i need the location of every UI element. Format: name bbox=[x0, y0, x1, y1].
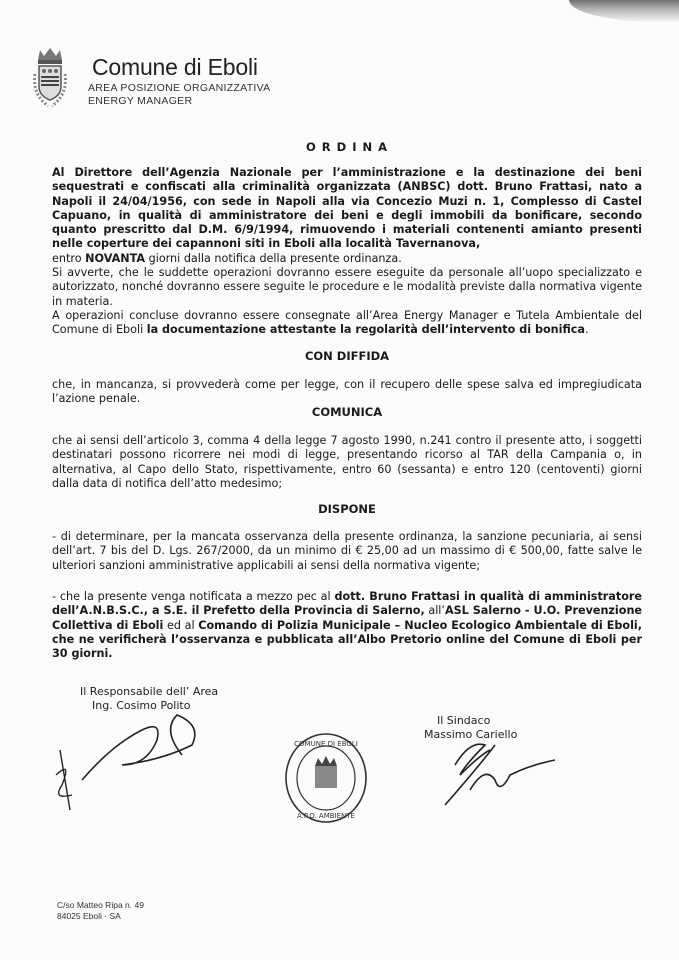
footer-address-line1: C/so Matteo Ripa n. 49 bbox=[57, 900, 144, 910]
dispone-item-sanction: - di determinare, per la mancata osservanza della presente ordinanza, la sanzione pecuniaria, ai sensi dell’art. 7 bis del D. Lgs. 267/2000, da un minimo di € 25,00 ad un massimo di € 500,00, fatte salve le ulteriori sanzioni amministrative applicabili ai sensi della normativa vigente; bbox=[52, 530, 642, 572]
notification-recipient-police: Comando di Polizia Municipale – Nucleo Ecologico Ambientale di Eboli, che ne verificherà l’osservanza e pubblicata all’Albo Pretorio online del Comune di Eboli per 30 giorni. bbox=[52, 618, 642, 661]
ordina-body bbox=[52, 166, 642, 338]
signatory-right-role: Il Sindaco bbox=[437, 714, 491, 727]
dispone-item-notification bbox=[52, 590, 642, 661]
municipality-title: Comune di Eboli bbox=[92, 54, 258, 80]
signatory-left-role: Il Responsabile dell’ Area bbox=[80, 685, 219, 698]
heading-dispone: DISPONE bbox=[318, 502, 376, 516]
deadline-text-post: giorni dalla notifica della presente ordinanza. bbox=[145, 251, 402, 265]
notification-recipient-asl: ASL Salerno - U.O. Prevenzione Collettiva di Eboli bbox=[52, 604, 642, 632]
con-diffida-body: che, in mancanza, si provvederà come per legge, con il recupero delle spese salva ed impregiudicata l’azione penale. bbox=[52, 378, 642, 406]
heading-ordina: O R D I N A bbox=[306, 140, 388, 154]
scan-edge-shadow bbox=[569, 0, 679, 22]
municipal-crest-icon bbox=[30, 46, 70, 112]
ordina-recipient-text: Al Direttore dell’Agenzia Nazionale per l’amministrazione e la destinazione dei beni sequestrati e confiscati alla criminalità organizzata (ANBSC) dott. Bruno Frattasi, nato a Napoli il 24/04/1956, con sede in Napoli alla via Concezio Muzi n. 1, Complesso di Castel Capuano, in qualità di amministratore dei beni e degli immobili da bonificare, secondo quanto prescritto dal D.M. 6/9/1994, rimuovendo i materiali contenenti amianto presenti nelle coperture dei capannoni siti in Eboli alla località Tavernanova, bbox=[52, 166, 642, 251]
signature-left-icon bbox=[52, 705, 212, 815]
signatory-left-name: Ing. Cosimo Polito bbox=[92, 699, 191, 712]
notification-text: ed al bbox=[163, 618, 199, 632]
stamp-text-top: COMUNE DI EBOLI bbox=[294, 740, 358, 748]
stamp-text-bottom: A.P.O. AMBIENTE bbox=[297, 812, 355, 820]
documentation-text-post: . bbox=[584, 323, 589, 337]
official-stamp-icon bbox=[283, 732, 369, 824]
deadline-days: NOVANTA bbox=[85, 251, 146, 265]
signature-right-icon bbox=[440, 735, 560, 815]
notification-text: - che la presente venga notificata a mezzo pec al bbox=[52, 590, 335, 603]
notification-recipient-anbsc: dott. Bruno Frattasi in qualità di amministratore dell’A.N.B.S.C., a S.E. il Prefetto della Provincia di Salerno, bbox=[52, 590, 642, 618]
department-name: AREA POSIZIONE ORGANIZZATIVA bbox=[88, 82, 271, 94]
signatory-right-name: Massimo Cariello bbox=[424, 728, 518, 741]
documentation-text-pre: A operazioni concluse dovranno essere consegnate all’Area Energy Manager e Tutela Ambientale del Comune di Eboli bbox=[52, 308, 642, 337]
footer-address-line2: 84025 Eboli · SA bbox=[57, 911, 121, 921]
notification-text: all’ bbox=[424, 604, 445, 618]
warning-paragraph: Si avverte, che le suddette operazioni dovranno essere eseguite da personale all’uopo specializzato e autorizzato, nonché dovranno essere seguite le procedure e le modalità previste dalla normativa vigente in materia. bbox=[52, 266, 642, 308]
heading-comunica: COMUNICA bbox=[311, 405, 383, 419]
deadline-text-pre: entro bbox=[52, 251, 86, 265]
department-role: ENERGY MANAGER bbox=[88, 95, 193, 107]
comunica-body: che ai sensi dell’articolo 3, comma 4 della legge 7 agosto 1990, n.241 contro il presente atto, i soggetti destinatari possono ricorrere nei modi di legge, presentando ricorso al TAR della Campania o, in alternativa, al Capo dello Stato, rispettivamente, entro 60 (sessanta) e entro 120 (centoventi) giorni dalla data di notifica dell’atto medesimo; bbox=[52, 434, 642, 490]
heading-con-diffida: CON DIFFIDA bbox=[304, 349, 390, 363]
documentation-text-bold: la documentazione attestante la regolarità dell’intervento di bonifica bbox=[146, 323, 585, 337]
